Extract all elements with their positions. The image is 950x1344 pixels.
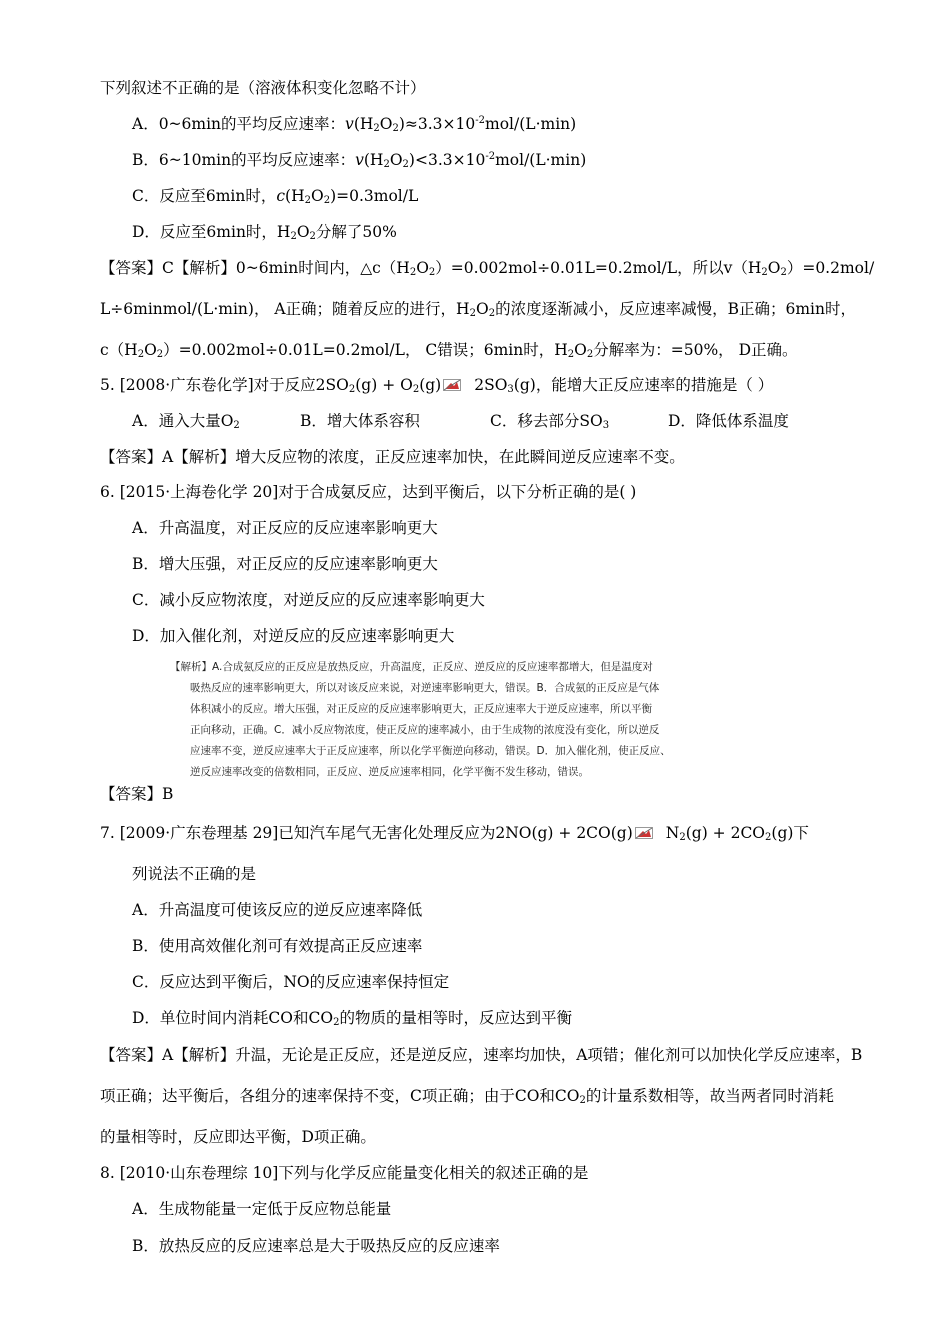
q8-stem: 8. [2010·山东卷理综 10]下列与化学反应能量变化相关的叙述正确的是 [100, 1164, 589, 1182]
q7-option-d: D．单位时间内消耗CO和$CO_2$的物质的量相等时，反应达到平衡 [132, 1009, 572, 1028]
q4-answer-line3: $c(H_2O_2)=0.002mol\div 0.01L=0.2mol/L$， C错误；6min时，$H_2O_2$分解率为：=50%， D正确。 [100, 341, 798, 360]
q7-answer-line3: 的量相等时，反应即达平衡，D项正确。 [100, 1128, 376, 1146]
q6-stem: 6. [2015·上海卷化学 20]对于合成氨反应，达到平衡后，以下分析正确的是( ) [100, 483, 637, 501]
q5-option-d: D．降低体系温度 [668, 412, 789, 430]
q4-answer-line2: L÷6minmol/(L·min)， A正确；随着反应的进行，$H_2O_2$的浓度逐渐减小，反应速率减慢，B正确；6min时， [100, 300, 856, 319]
q6-option-a: A．升高温度，对正反应的反应速率影响更大 [132, 519, 438, 537]
q4-answer-line1: 【答案】C【解析】0~6min时间内，$\triangle c(H_2O_2)=0.002mol\div 0.01L=0.2mol/L$，所以$v(H_2O_2)=0.2mol/$ [100, 259, 875, 278]
q5-option-c: C．移去部分$SO_3$ [490, 412, 610, 431]
analysis-line: 吸热反应的速率影响更大，所以对该反应来说，对逆速率影响更大，错误。B．合成氨的正反应是气体 [190, 682, 660, 694]
q7-answer-line1: 【答案】A【解析】升温，无论是正反应，还是逆反应，速率均加快，A项错；催化剂可以加快化学反应速率，B [100, 1046, 863, 1064]
q8-option-a: A．生成物能量一定低于反应物总能量 [132, 1200, 392, 1218]
q7-stem-line1: 7. [2009·广东卷理基 29]已知汽车尾气无害化处理反应为2NO(g) + 2CO(g) $N_2(g) + 2CO_2(g)$下 [100, 824, 809, 843]
analysis-line: 逆反应速率改变的倍数相同，正反应、逆反应速率相同，化学平衡不发生移动，错误。 [190, 766, 589, 778]
analysis-line: 【解析】A.合成氨反应的正反应是放热反应，升高温度，正反应、逆反应的反应速率都增大，但是温度对 [170, 661, 653, 673]
q5-stem: 5. [2008·广东卷化学]对于反应$2SO_2(g) + O_2(g)$ $2SO_3(g)$，能增大正反应速率的措施是（ ） [100, 376, 774, 395]
q5-option-a: A．通入大量$O_2$ [132, 412, 240, 431]
analysis-line: 正向移动，正确。C．减小反应物浓度，使正反应的速率减小，由于生成物的浓度没有变化，所以逆反 [190, 724, 660, 736]
q6-answer: 【答案】B [100, 785, 174, 803]
q4-option-c: C．反应至6min时，$c(H_2O_2)=0.3mol/L$ [132, 187, 419, 206]
q5-answer: 【答案】A【解析】增大反应物的浓度，正反应速率加快，在此瞬间逆反应速率不变。 [100, 448, 685, 466]
q4-option-b: B．6~10min的平均反应速率：$v(H_2O_2)<3.3\times 10^{-2}mol/(L\cdot\min)$ [132, 151, 587, 170]
q7-option-a: A．升高温度可使该反应的逆反应速率降低 [132, 901, 423, 919]
analysis-line: 应速率不变，逆反应速率大于正反应速率，所以化学平衡逆向移动，错误。D．加入催化剂，使正反应、 [190, 745, 671, 757]
q6-analysis-image [170, 657, 671, 783]
q4-option-d: D．反应至6min时，$H_2O_2$分解了50% [132, 223, 397, 242]
q7-option-c: C．反应达到平衡后，NO的反应速率保持恒定 [132, 973, 450, 991]
q4-option-a: A．0~6min的平均反应速率：$v(H_2O_2)\approx 3.3\times 10^{-2}mol/(L\cdot\min)$ [132, 115, 577, 134]
q7-option-b: B．使用高效催化剂可有效提高正反应速率 [132, 937, 423, 955]
q5-option-b: B．增大体系容积 [300, 412, 420, 430]
q6-option-c: C．减小反应物浓度，对逆反应的反应速率影响更大 [132, 591, 485, 609]
q4-stem-tail: 下列叙述不正确的是（溶液体积变化忽略不计） [100, 79, 426, 97]
broken-image-equilibrium-icon [635, 827, 653, 839]
q8-option-b: B．放热反应的反应速率总是大于吸热反应的反应速率 [132, 1237, 500, 1255]
q6-option-b: B．增大压强，对正反应的反应速率影响更大 [132, 555, 438, 573]
analysis-line: 体积减小的反应。增大压强，对正反应的反应速率影响更大，正反应速率大于逆反应速率，所以平衡 [190, 703, 652, 715]
broken-image-equilibrium-icon [443, 379, 461, 391]
q7-stem-line2: 列说法不正确的是 [132, 865, 257, 883]
q7-answer-line2: 项正确；达平衡后，各组分的速率保持不变，C项正确；由于CO和$CO_2$的计量系数相等，故当两者同时消耗 [100, 1087, 834, 1106]
q6-option-d: D．加入催化剂，对逆反应的反应速率影响更大 [132, 627, 455, 645]
